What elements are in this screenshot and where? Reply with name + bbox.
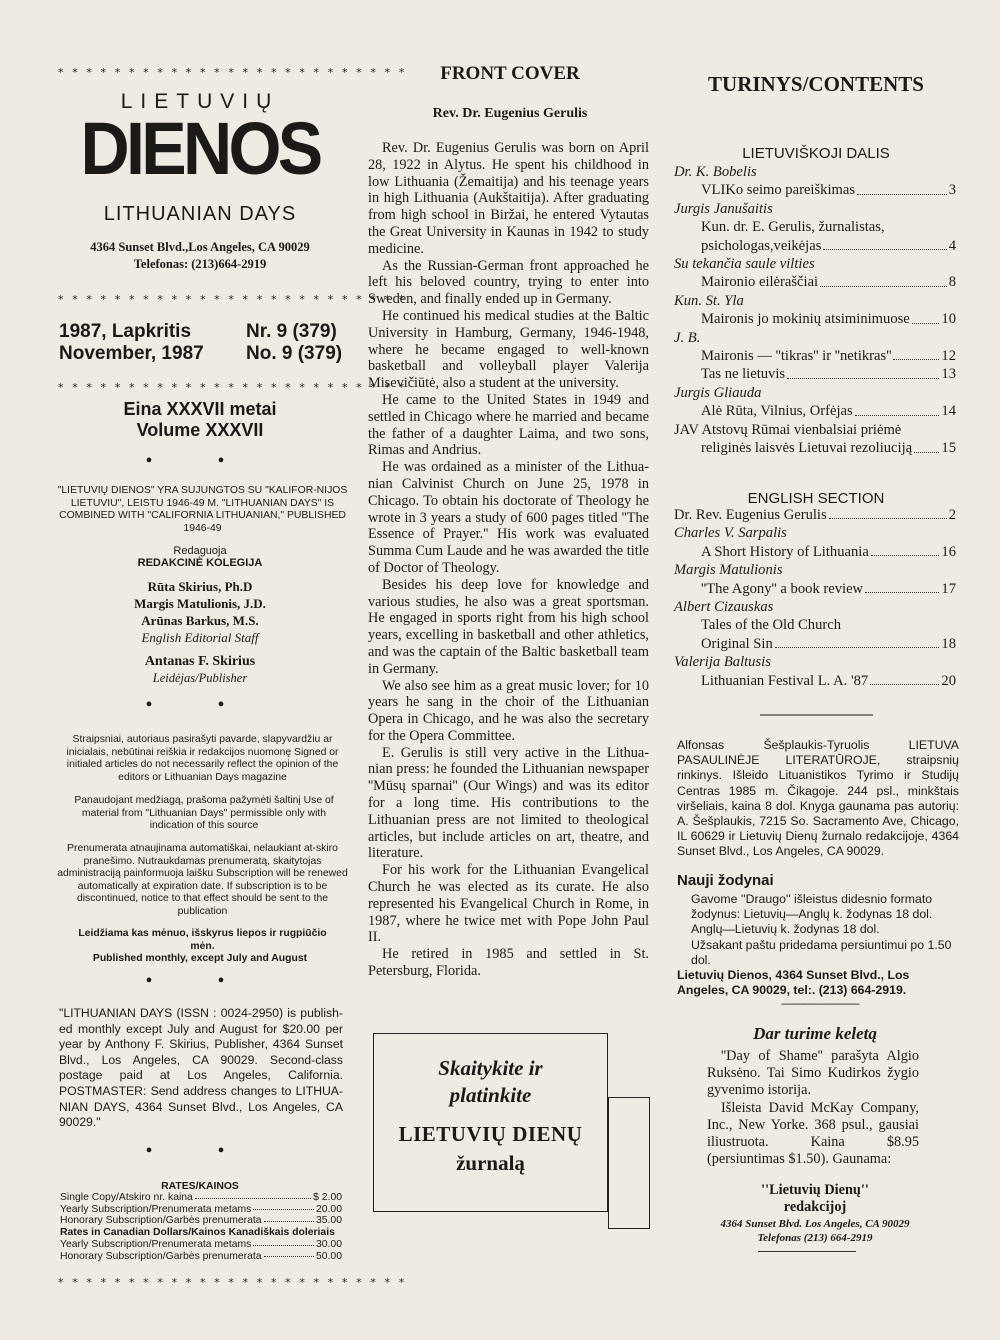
lt-section-title: LIETUVIŠKOJI DALIS	[742, 145, 890, 162]
toc-entry[interactable]: Tales of the Old Church	[701, 617, 842, 634]
dictionaries-text	[677, 892, 959, 998]
more-source	[690, 1182, 940, 1216]
postal-note: "LITHUANIAN DAYS (ISSN : 0024-2950) is publish-ed monthly except July and August for $20.00 per year by Anthony F. Skirius, Publisher, 4364 Sunset Blvd., Los Angeles, CA 90029. Second-class postage paid at Los Angeles, California. POSTMASTER: Send address changes to LITHUA-NIAN DAYS, 4364 Sunset Blvd., Los Angeles, CA 90029."	[59, 1006, 343, 1130]
toc-entry[interactable]: JAV Atstovų Rūmai vienbalsiai priėmė	[674, 421, 902, 438]
masthead-sub: LITHUANIAN DAYS	[103, 203, 297, 225]
stars-divider: * * * * * * * * * * * * * * * * * * * * * * * * *	[58, 1276, 407, 1289]
article-paragraph: For his work for the Lithuanian Evangelical Church he was elected as its curate. He also represented his Evangelical Church in Rome, in 1987, where he twice met with Pope John Paul II.	[368, 862, 649, 946]
front-cover-heading: FRONT COVER	[440, 63, 580, 84]
editorial-board: REDAKCINĖ KOLEGIJA	[137, 557, 263, 569]
rate-row: Single Copy/Atskiro nr. kaina $ 2.00	[60, 1192, 342, 1203]
editor-name: Arūnas Barkus, M.S.	[141, 613, 259, 628]
more-phone: Telefonas (213) 664-2919	[757, 1232, 873, 1244]
article-paragraph: He continued his medical studies at the Baltic University in Hamburg, Germany, 1946-1948, where he became engaged to well-known basketball and volleyball player Valerija Misevičiūtė, also a student at the university.	[368, 307, 649, 392]
masthead-top: LIETUVIŲ	[120, 90, 280, 113]
bullet-dots: • •	[145, 450, 255, 472]
toc-entry[interactable]: Maironio eilėraščiai 8	[701, 274, 956, 291]
bullet-dots: • •	[145, 1140, 255, 1162]
more-title: Dar turime keletą	[753, 1024, 877, 1043]
toc-lt-list	[674, 163, 956, 458]
ad-line: LIETUVIŲ DIENŲ	[398, 1122, 583, 1146]
editors-list	[55, 578, 345, 646]
toc-author: Jurgis Janušaitis	[674, 200, 773, 217]
toc-en-list	[674, 506, 956, 690]
toc-entry[interactable]: VLIKo seimo pareiškimas 3	[701, 182, 956, 199]
toc-entry[interactable]: Maironis jo mokinių atsiminimuose 10	[701, 311, 956, 328]
english-staff: English Editorial Staff	[141, 630, 259, 645]
rate-row: Yearly Subscription/Prenumerata metams 30.00	[60, 1238, 342, 1250]
address: 4364 Sunset Blvd.,Los Angeles, CA 90029	[90, 240, 310, 254]
dict-paragraph: Gavome ''Draugo'' išleistus didesnio formato žodynus: Lietuvių—Anglų k. žodynas 18 dol. Anglų—Lietuvių k. žodynas 18 dol.	[691, 892, 933, 937]
toc-author: Margis Matulionis	[674, 562, 783, 579]
article-paragraph: We also see him as a great music lover; for 10 years he sang in the choir of the Lithuanian Opera in Chicago, and he was also the secretary for the Opera Committee.	[368, 677, 649, 744]
bottom-rule	[758, 1251, 856, 1252]
toc-author: Valerija Baltusis	[674, 654, 771, 671]
short-divider: ———————	[781, 996, 859, 1010]
ad-line: Skaitykite ir	[438, 1056, 543, 1080]
dict-paragraph: Užsakant paštu pridedama persiuntimui po 1.50 dol.	[691, 937, 952, 967]
bullet-dots: • •	[145, 694, 255, 716]
note-source: Panaudojant medžiagą, prašoma pažymėti šaltinį Use of material from "Lithuanian Days" permissible only with indication of this source	[74, 795, 334, 832]
front-cover-subheading: Rev. Dr. Eugenius Gerulis	[432, 106, 588, 121]
toc-entry[interactable]: Tas ne lietuvis 13	[701, 366, 956, 383]
contents-heading: TURINYS/CONTENTS	[708, 72, 924, 96]
toc-author: Kun. St. Yla	[674, 292, 744, 309]
rate-row: Yearly Subscription/Prenumerata metams 20.00	[60, 1203, 342, 1215]
front-cover-article	[368, 140, 649, 980]
stars-divider: * * * * * * * * * * * * * * * * * * * * * * * * *	[58, 66, 407, 79]
bullet-dots: • •	[145, 970, 255, 992]
year-lt: Eina XXXVII metai	[123, 399, 277, 419]
en-section-title: ENGLISH SECTION	[747, 490, 885, 507]
published-en: Published monthly, except July and August	[92, 953, 308, 964]
toc-entry[interactable]: Alė Rūta, Vilnius, Orfėjas 14	[701, 403, 956, 420]
more-address: 4364 Sunset Blvd. Los Angeles, CA 90029	[720, 1218, 910, 1230]
toc-author: Albert Cizauskas	[674, 599, 774, 616]
article-paragraph: He retired in 1985 and settled in St. Petersburg, Florida.	[368, 946, 649, 980]
toc-entry[interactable]: Lithuanian Festival L. A. '87 20	[701, 672, 956, 689]
toc-entry[interactable]: Original Sin 18	[701, 635, 956, 652]
article-paragraph: Rev. Dr. Eugenius Gerulis was born on April 28, 1922 in Alytus. He spent his childhood in low Lithuania (Žemaitija) and his teenage years in high Lithuania (Aukštaitija). After graduating from high school in Biržai, he entered Vytautas the Great University in Kaunas in 1942 to study medicine.	[368, 140, 649, 257]
editor-name: Rūta Skirius, Ph.D	[147, 579, 253, 594]
publisher-name: Antanas F. Skirius	[144, 654, 256, 669]
article-paragraph: He came to the United States in 1949 and settled in Chicago where he married and became the father of a daughter Laima, and two sons, Rimas and Andrius.	[368, 391, 649, 459]
stars-divider: * * * * * * * * * * * * * * * * * * * * * * * * *	[58, 293, 407, 306]
toc-entry[interactable]: Maironis — ''tikras'' ir ''netikras'' 12	[701, 348, 956, 365]
issue-lt-date: 1987, Lapkritis	[59, 321, 192, 342]
toc-entry[interactable]: psichologas,veikėjas 4	[701, 237, 956, 254]
more-paragraph: Išleista David McKay Company, Inc., New Yorke. 368 psul., gausiai iliustruota. Kaina $8.95 (persiuntimas $1.50). Gaunama:	[707, 1099, 919, 1168]
dict-address: Lietuvių Dienos, 4364 Sunset Blvd., Los Angeles, CA 90029, tel:. (213) 664-2919.	[677, 968, 910, 998]
book-notice: Alfonsas Šešplaukis-Tyruolis LIETUVA PASAULINĖJE LITERATŪROJE, straipsnių rinkinys. Išleido Lituanistikos Tyrimo ir Studijų Centras 1985 m. Čikagoje. 244 psl., minkštais viršeliais, kaina 8 dol. Knyga gaunama pas autorių: A. Šešplaukis, 7215 So. Sacramento Ave, Chicago, IL 60629 ir Lietuvių Dienų žurnalo redakcijoje, 4364 Sunset Blvd., Los Angeles, CA 90029.	[677, 738, 959, 859]
rates-table	[60, 1192, 342, 1262]
published-lt: Leidžiama kas mėnuo, išskyrus liepos ir rugpiūčio mėn.	[78, 928, 327, 952]
phone: Telefonas: (213)664-2919	[133, 257, 267, 271]
toc-author: Charles V. Sarpalis	[674, 525, 787, 542]
more-text	[707, 1048, 919, 1168]
toc-entry[interactable]: religinės laisvės Lietuvai rezoliuciją 15	[701, 440, 956, 457]
editor-name: Margis Matulionis, J.D.	[134, 596, 266, 611]
more-paragraph: ''Day of Shame'' parašyta Algio Ruksėno. Tai Simo Kudirkos žygio gyvenimo istorija.	[707, 1048, 919, 1099]
dictionaries-title: Nauji žodynai	[677, 872, 774, 889]
section-divider: ————————	[760, 706, 872, 723]
publisher-title: Leidėjas/Publisher	[152, 671, 248, 685]
toc-author: J. B.	[674, 329, 701, 346]
article-paragraph: Besides his deep love for knowledge and various studies, he also was a great sportsman. He engaged in sports right from his high school years, excelling in basketball and other athletics, and was the captain of the Baltic basketball team in Germany.	[368, 576, 649, 677]
rates-title: RATES/KAINOS	[161, 1181, 239, 1192]
rate-row: Honorary Subscription/Garbės prenumerata 50.00	[60, 1250, 342, 1262]
toc-author: Su tekančia saule vilties	[674, 256, 815, 273]
issue-en-number: No. 9 (379)	[246, 343, 343, 364]
article-paragraph: He was ordained as a minister of the Lithua-nian Calvinist Church on June 25, 1978 in Chicago. To obtain his doctorate of Theology he wrote in 3 years a study of 600 pages titled ''The Essence of Prayer.'' His work was evaluated Summa Cum Laude and he was awarded the title of Doctor of Theology.	[368, 459, 649, 576]
toc-entry[interactable]: ''The Agony'' a book review 17	[701, 580, 956, 597]
toc-author: Dr. K. Bobelis	[674, 164, 757, 180]
rate-row: Honorary Subscription/Garbės prenumerata 35.00	[60, 1215, 342, 1227]
masthead-main: DIENOS	[80, 112, 320, 190]
edited-by: Redaguoja	[173, 545, 227, 557]
rates-canada-title: Rates in Canadian Dollars/Kainos Kanadiškais doleriais	[60, 1227, 335, 1239]
issue-en-date: November, 1987	[59, 343, 204, 364]
stars-divider: * * * * * * * * * * * * * * * * * * * * * * * * *	[58, 381, 407, 394]
volume: Volume XXXVII	[136, 420, 264, 440]
toc-entry[interactable]: A Short History of Lithuania 16	[701, 543, 956, 560]
toc-entry[interactable]: Dr. Rev. Eugenius Gerulis 2	[674, 507, 956, 523]
article-paragraph: E. Gerulis is still very active in the Lithua-nian press: he founded the Lithuanian newspaper ''Mūsų sparnai'' (Our Wings) and was its editor for a long time. His contributions to the Lithuanian press are not limited to theological articles, but include articles on art, theatre, and literature.	[368, 744, 649, 862]
more-source-line: redakcijoj	[783, 1199, 847, 1215]
ad-line: žurnalą	[456, 1151, 525, 1175]
issue-lt-number: Nr. 9 (379)	[246, 321, 337, 342]
article-paragraph: As the Russian-German front approached he left his beloved country, trying to enter into Sweden, and finally ended up in Germany.	[368, 257, 649, 308]
ad-box-shadow	[608, 1097, 650, 1229]
merger-note: "LIETUVIŲ DIENOS" YRA SUJUNGTOS SU "KALIFOR-NIJOS LIETUVIU", LEISTU 1946-49 M. "LITHUANIAN DAYS" IS COMBINED WITH "CALIFORNIA LITHUANIAN," PUBLISHED 1946-49	[57, 485, 348, 534]
ad-box	[373, 1033, 608, 1212]
note-signed: Straipsniai, autoriaus pasirašyti pavarde, slapyvardžiu ar inicialais, nebūtinai reiškia ir redakcijos nuomonę Signed or initialed articles do not necessarily reflect the opinion of the editors or Lithuanian Days magazine	[66, 734, 339, 783]
toc-entry[interactable]: Kun. dr. E. Gerulis, žurnalistas,	[701, 219, 885, 236]
note-renewal: Prenumerata atnaujinama automatiškai, nelaukiant at-skiro pranešimo. Nutraukdamas prenumeratą, skaitytojas administraciją painformuoja laišku Subscription will be renewed automatically at expiration date. If subscription is to be discontinued, notice to that effect should be sent to the publication	[57, 843, 348, 917]
toc-author: Jurgis Gliauda	[674, 384, 762, 401]
more-source-line: ''Lietuvių Dienų''	[761, 1182, 869, 1198]
ad-line: platinkite	[449, 1083, 532, 1107]
